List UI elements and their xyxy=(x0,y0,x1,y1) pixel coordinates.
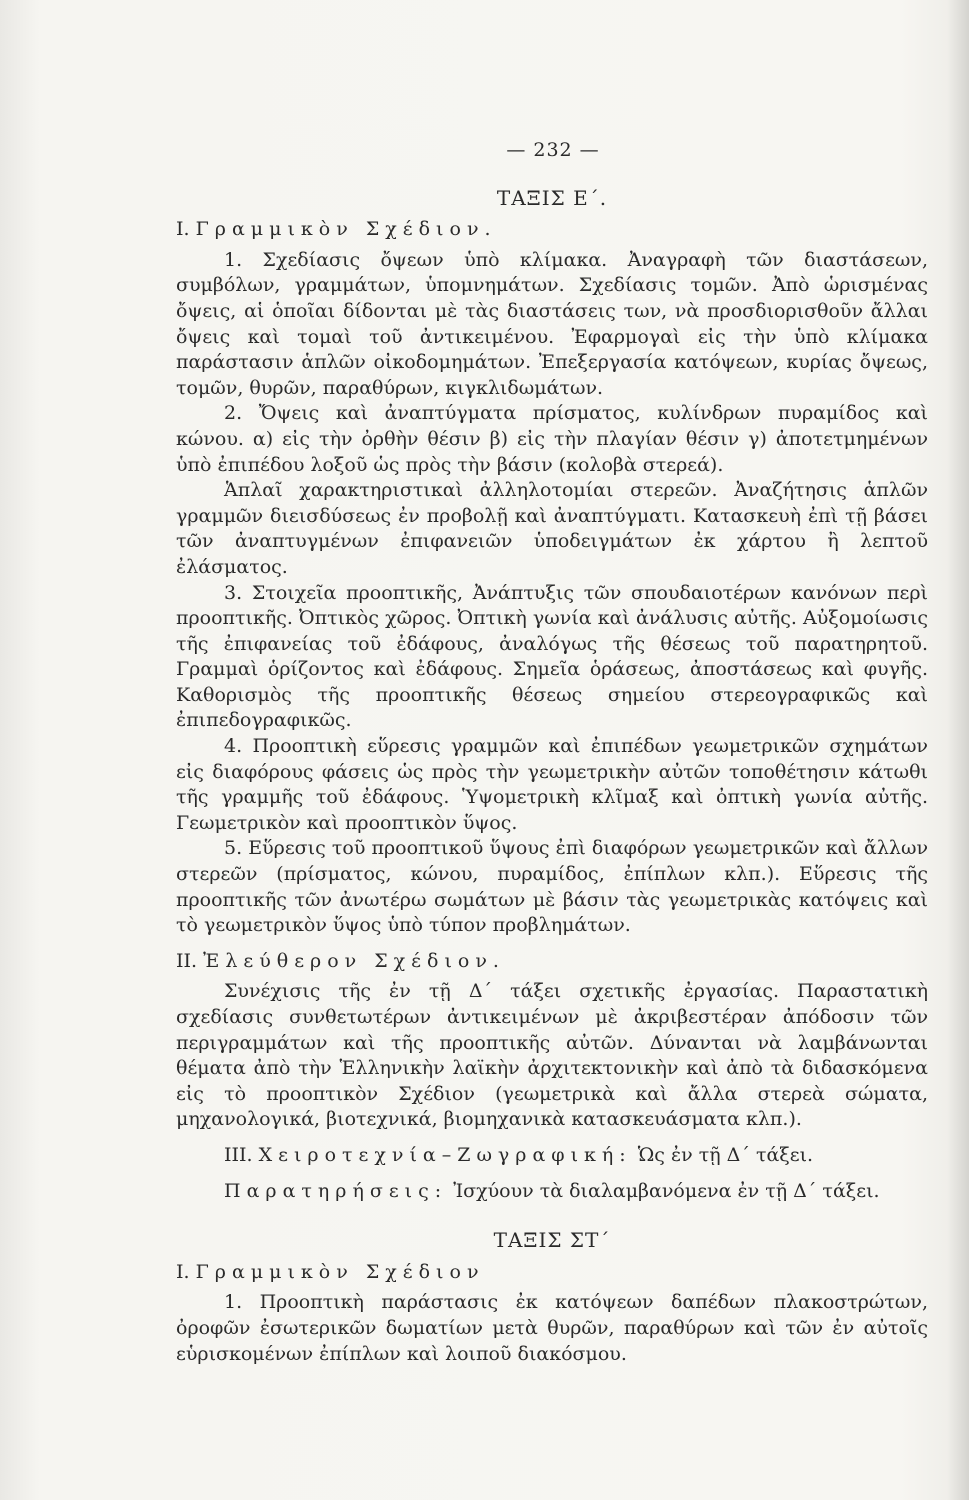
paragraph-e-2: 2. Ὄψεις καὶ ἀναπτύγματα πρίσματος, κυλίνδρων πυραμίδος καὶ κώνου. α) εἰς τὴν ὀρθὴν θέσιν β) εἰς τὴν πλαγίαν θέσιν γ) ἀποτετμημένων ὑπὸ ἐπιπέδου λοξοῦ ὡς πρὸς τὴν βάσιν (κολοβὰ στερεά). xyxy=(176,402,928,476)
paragraph-e-1: 1. Σχεδίασις ὄψεων ὑπὸ κλίμακα. Ἀναγραφὴ τῶν διαστάσεων, συμβόλων, γραμμάτων, ὑπομνημάτων. Σχεδίασις τομῶν. Ἀπὸ ὡρισμένας ὄψεις, αἱ ὁποῖαι δίδονται μὲ τὰς διαστάσεις των, νὰ προσδιορισθοῦν ἄλλαι ὄψεις καὶ τομαὶ τοῦ ἀντικειμένου. Ἐφαρμογαὶ εἰς τὴν ὑπὸ κλίμακα παράστασιν ἁπλῶν οἰκοδομημάτων. Ἐπεξεργασία κατόψεων, κυρίας ὄψεως, τομῶν, θυρῶν, παραθύρων, κιγκλιδωμάτων. xyxy=(176,248,928,399)
section-numeral: Ι. xyxy=(176,218,190,241)
paragraph-free-drawing: Συνέχισις τῆς ἐν τῇ Δ΄ τάξει σχετικῆς ἐργασίας. Παραστατικὴ σχεδίασις συνθετωτέρων ἀντικειμένων μὲ ἀκριβεστέραν ἀπόδοσιν τῶν περιγραμμάτων καὶ τῆς προοπτικῆς αὐτῶν. Δύνανται νὰ λαμβάνωνται θέματα ἀπὸ τὴν Ἑλληνικὴν λαϊκὴν ἀρχιτεκτονικὴν καὶ ἀπὸ τὰ διδασκόμενα εἰς τὸ προοπτικὸν Σχέδιον (γεωμετρικὰ καὶ ἄλλα στερεὰ σώματα, μηχανολογικά, βιοτεχνικά, βιομηχανικὰ κατασκευάσματα κλπ.). xyxy=(176,980,928,1131)
paragraph-e-2b: Ἁπλαῖ χαρακτηριστικαὶ ἀλληλοτομίαι στερεῶν. Ἀναζήτησις ἁπλῶν γραμμῶν διεισδύσεως ἐν προβολῇ καὶ ἀναπτύγματι. Κατασκευὴ ἐπὶ τῇ βάσει τῶν ἀναπτυγμένων ἐπιφανειῶν ὑποδειγμάτων ἐκ χάρτου ἢ λεπτοῦ ἐλάσματος. xyxy=(176,479,928,578)
class-st-title: ΤΑΞΙΣ ΣΤ΄ xyxy=(493,1228,611,1253)
section-numeral: Ι. xyxy=(176,1260,190,1283)
section-numeral: ΙΙΙ. xyxy=(224,1143,253,1166)
class-st-section-1-heading xyxy=(176,1260,928,1286)
paragraph-e-3: 3. Στοιχεῖα προοπτικῆς, Ἀνάπτυξις τῶν σπουδαιοτέρων κανόνων περὶ προοπτικῆς. Ὀπτικὸς χῶρος. Ὀπτικὴ γωνία καὶ ἀνάλυσις αὐτῆς. Αὐξομοίωσις τῆς ἐπιφανείας τοῦ ἐδάφους, ἀναλόγως τῆς θέσεως τοῦ παρατηρητοῦ. Γραμμαὶ ὁρίζοντος καὶ ἐδάφους. Σημεῖα ὁράσεως, ἀποστάσεως καὶ φυγῆς. Καθορισμὸς τῆς προοπτικῆς θέσεως σημείου στερεογραφικῶς καὶ ἐπιπεδογραφικῶς. xyxy=(176,581,928,732)
paragraph-e-4: 4. Προοπτικὴ εὕρεσις γραμμῶν καὶ ἐπιπέδων γεωμετρικῶν σχημάτων εἰς διαφόρους φάσεις ὡς πρὸς τὴν γεωμετρικὴν αὐτῶν τοποθέτησιν κάτωθι τῆς γραμμῆς τοῦ ἐδάφους. Ὑψομετρικὴ κλῖμαξ καὶ ὀπτικὴ γωνία αὐτῆς. Γεωμετρικὸν καὶ προοπτικὸν ὕψος. xyxy=(176,735,928,834)
remarks-text: Ἰσχύουν τὰ διαλαμβανόμενα ἐν τῇ Δ΄ τάξει. xyxy=(453,1179,880,1202)
page-content xyxy=(176,138,928,1367)
section-text: Ὡς ἐν τῇ Δ΄ τάξει. xyxy=(637,1143,814,1166)
paragraph-e-5: 5. Εὕρεσις τοῦ προοπτικοῦ ὕψους ἐπὶ διαφόρων γεωμετρικῶν καὶ ἄλλων στερεῶν (πρίσματος, κώνου, πυραμίδος, ἐπίπλων κλπ.). Εὕρεσις τῆς προοπτικῆς τῶν ἀνωτέρω σωμάτων μὲ βάσιν τὰς γεωμετρικὰς κατόψεις καὶ τὸ γεωμετρικὸν ὕψος ὑπὸ τύπον προβλημάτων. xyxy=(176,837,928,937)
section-title: Γραμμικὸν Σχέδιον xyxy=(195,1260,485,1283)
class-e-section-3 xyxy=(176,1143,928,1169)
class-e-remarks xyxy=(176,1179,928,1205)
section-numeral: ΙΙ. xyxy=(176,949,198,972)
paragraph-st-1: 1. Προοπτικὴ παράστασις ἐκ κατόψεων δαπέδων πλακοστρώτων, ὀροφῶν ἐσωτερικῶν δωματίων μετὰ θυρῶν, παραθύρων καὶ τῶν ἐν αὐτοῖς εὑρισκομένων ἐπίπλων καὶ λοιποῦ διακόσμου. xyxy=(176,1291,928,1365)
class-e-section-2-heading xyxy=(176,949,928,975)
class-e-title: ΤΑΞΙΣ Ε΄. xyxy=(496,185,608,210)
remarks-heading: Παρατηρήσεις: xyxy=(224,1179,448,1202)
page-number: — 232 — xyxy=(506,139,600,161)
section-title: Χειροτεχνία–Ζωγραφική: xyxy=(258,1143,632,1166)
section-title: Γραμμικὸν Σχέδιον. xyxy=(195,218,497,241)
page-gutter-shadow xyxy=(947,0,969,1500)
section-title: Ἐλεύθερον Σχέδιον. xyxy=(203,949,505,972)
class-e-section-1-heading xyxy=(176,217,928,243)
